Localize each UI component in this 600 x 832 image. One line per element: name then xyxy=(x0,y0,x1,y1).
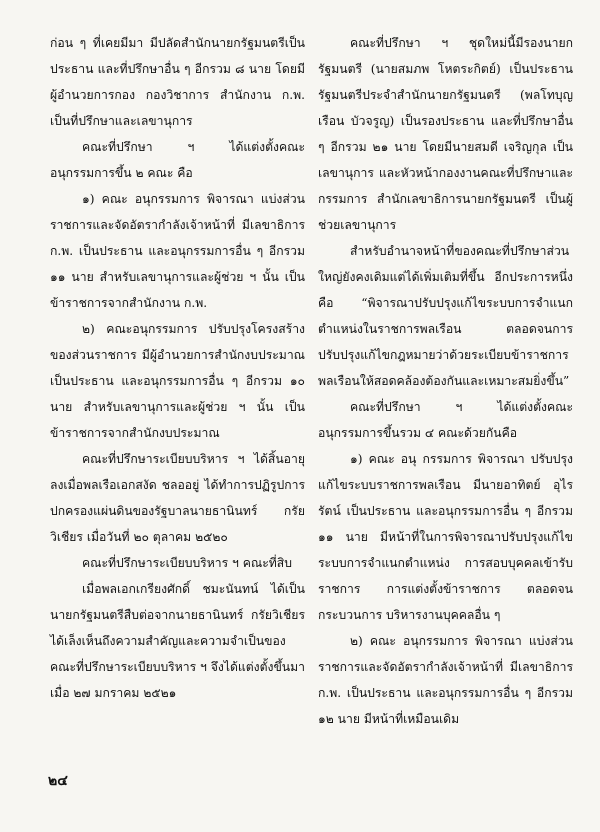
right-column xyxy=(318,30,573,732)
left-column xyxy=(50,30,305,706)
paragraph: ๒) คณะอนุกรรมการ ปรับปรุงโครงสร้างของส่วนราชการ มีผู้อำนวยการสำนักงบประมาณเป็นประธาน และอนุกรรมการอื่น ๆ อีกรวม ๑๐ นาย สำหรับเลขานุการและผู้ช่วย ฯ นั้น เป็นข้าราชการจากสำนักงบประมาณ xyxy=(50,322,305,440)
paragraph: คณะที่ปรึกษา ฯ ได้แต่งตั้งคณะอนุกรรมการขึ้นรวม ๔ คณะด้วยกันคือ xyxy=(318,400,573,440)
paragraph: คณะที่ปรึกษา ฯ ชุดใหม่นี้มีรองนายกรัฐมนตรี (นายสมภพ โหตระกิตย์) เป็นประธาน รัฐมนตรีประจำสำนักนายกรัฐมนตรี (พลโทบุญเรือน บัวจรูญ) เป็นรองประธาน และที่ปรึกษาอื่น ๆ อีกรวม ๒๑ นาย โดยมีนายสมดี เจริญกุล เป็นเลขานุการ และหัวหน้ากองงานคณะที่ปรึกษาและกรรมการ สำนักเลขาธิการนายกรัฐมนตรี เป็นผู้ช่วยเลขานุการ xyxy=(318,36,573,232)
paragraph: ๑) คณะ อนุ กรรมการ พิจารณา ปรับปรุงแก้ไขระบบราชการพลเรือน มีนายอาทิตย์ อุไรรัตน์ เป็นประธาน และอนุกรรมการอื่น ๆ อีกรวม ๑๑ นาย มีหน้าที่ในการพิจารณาปรับปรุงแก้ไขระบบการจำแนกตำแหน่ง การสอบบุคคลเข้ารับราชการ การแต่งตั้งข้าราชการ ตลอดจน กระบวนการ บริหารงานบุคคลอื่น ๆ xyxy=(318,452,573,622)
page-number: ๒๔ xyxy=(48,773,68,789)
paragraph: ๑) คณะ อนุกรรมการ พิจารณา แบ่งส่วนราชการและจัดอัตรากำลังเจ้าหน้าที่ มีเลขาธิการ ก.พ. เป็นประธาน และอนุกรรมการอื่น ๆ อีกรวม ๑๑ นาย สำหรับเลขานุการและผู้ช่วย ฯ นั้น เป็นข้าราชการจากสำนักงาน ก.พ. xyxy=(50,192,305,310)
paragraph: สำหรับอำนาจหน้าที่ของคณะที่ปรึกษาส่วนใหญ่ยังคงเดิมแต่ได้เพิ่มเติมที่ขึ้น อีกประการหนึ่งคือ “พิจารณาปรับปรุงแก้ไขระบบการจำแนกตำแหน่งในราชการพลเรือน ตลอดจนการปรับปรุงแก้ไขกฎหมายว่าด้วยระเบียบข้าราชการพลเรือนให้สอดคล้องต้องกันและเหมาะสมยิ่งขึ้น” xyxy=(318,244,573,388)
paragraph: ก่อน ๆ ที่เคยมีมา มีปลัดสำนักนายกรัฐมนตรีเป็นประธาน และที่ปรึกษาอื่น ๆ อีกรวม ๘ นาย โดยมีผู้อำนวยการกอง กองวิชาการ สำนักงาน ก.พ. เป็นที่ปรึกษาและเลขานุการ xyxy=(50,36,305,128)
section-heading: คณะที่ปรึกษาระเบียบบริหาร ฯ คณะที่สิบ xyxy=(82,556,292,570)
paragraph: คณะที่ปรึกษา ฯ ได้แต่งตั้งคณะอนุกรรมการขึ้น ๒ คณะ คือ xyxy=(50,140,305,180)
paragraph: ๒) คณะ อนุกรรมการ พิจารณา แบ่งส่วนราชการและจัดอัตรากำลังเจ้าหน้าที่ มีเลขาธิการ ก.พ. เป็นประธาน และอนุกรรมการอื่น ๆ อีกรวม ๑๒ นาย มีหน้าที่เหมือนเดิม xyxy=(318,634,573,726)
paragraph: เมื่อพลเอกเกรียงศักดิ์ ชมะนันทน์ ได้เป็นนายกรัฐมนตรีสืบต่อจากนายธานินทร์ กรัยวิเชียร ได้เล็งเห็นถึงความสำคัญและความจำเป็นของคณะที่ปรึกษาระเบียบบริหาร ฯ จึงได้แต่งตั้งขึ้นมาเมื่อ ๒๗ มกราคม ๒๕๒๑ xyxy=(50,582,306,700)
paragraph: คณะที่ปรึกษาระเบียบบริหาร ฯ ได้สิ้นอายุลงเมื่อพลเรือเอกสงัด ชลออยู่ ได้ทำการปฏิรูปการปกครองแผ่นดินของรัฐบาลนายธานินทร์ กรัยวิเชียร เมื่อวันที่ ๒๐ ตุลาคม ๒๕๒๐ xyxy=(50,452,305,544)
